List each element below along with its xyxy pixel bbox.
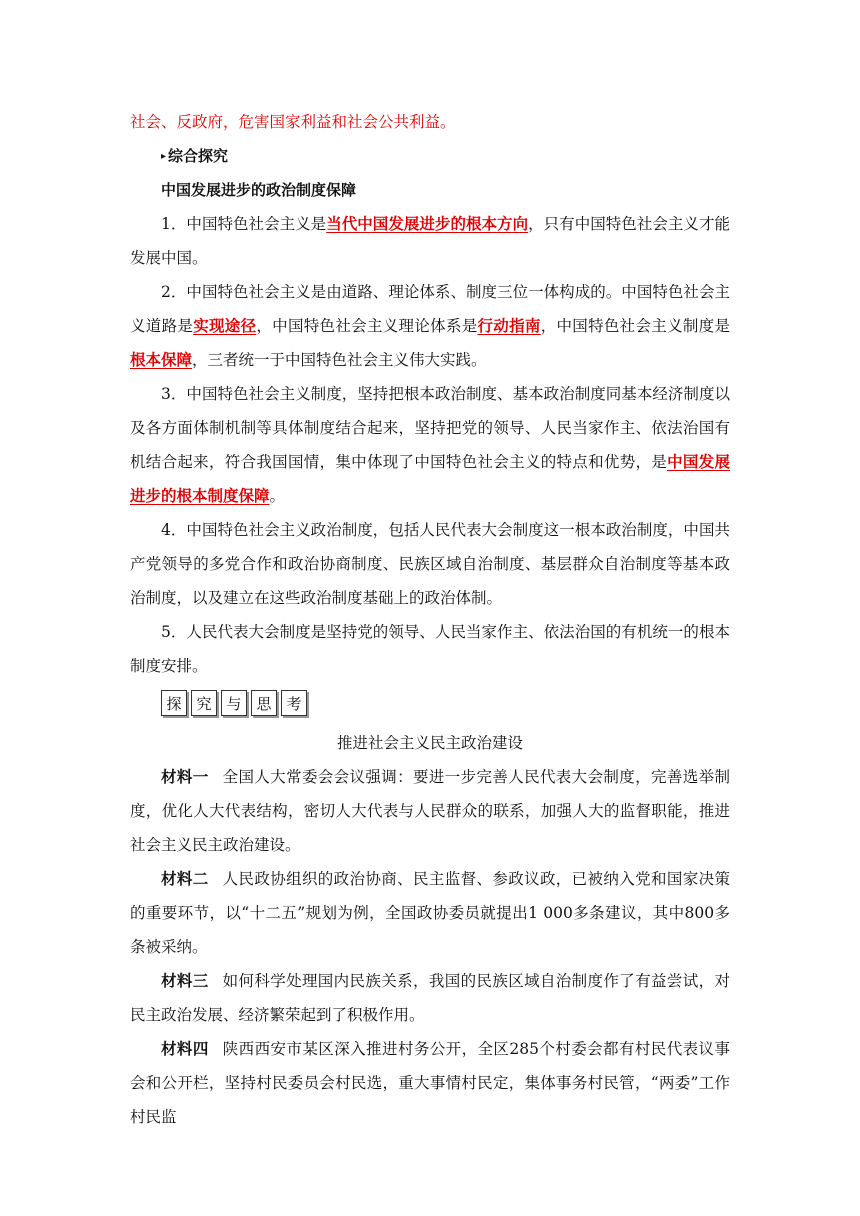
material-item xyxy=(130,760,730,862)
material-text: 人民政协组织的政治协商、民主监督、参政议政，已被纳入党和国家决策的重要环节，以“十二五”规划为例，全国政协委员就提出1 000多条建议，其中800多条被采纳。 xyxy=(130,870,730,956)
point-2-key-phrase-1: 实现途径 xyxy=(193,316,257,335)
boxed-char: 考 xyxy=(281,690,307,716)
material-text: 如何科学处理国内民族关系，我国的民族区域自治制度作了有益尝试，对民主政治发展、经济繁荣起到了积极作用。 xyxy=(130,972,730,1024)
point-list xyxy=(130,207,730,683)
point-3-text-b: 。 xyxy=(269,487,286,505)
subtitle: 中国发展进步的政治制度保障 xyxy=(161,181,357,199)
boxed-char: 究 xyxy=(191,690,217,716)
point-2 xyxy=(130,275,730,377)
material-label: 材料三 xyxy=(161,972,209,990)
boxed-char: 与 xyxy=(221,690,247,716)
point-2-key-phrase-2: 行动指南 xyxy=(477,316,541,335)
point-1 xyxy=(130,207,730,275)
material-text: 陕西西安市某区深入推进村务公开，全区285个村委会都有村民代表议事会和公开栏，坚持村民委员会村民选，重大事情村民定，集体事务村民管，“两委”工作村民监 xyxy=(130,1040,730,1126)
material-text: 全国人大常委会会议强调：要进一步完善人民代表大会制度，完善选举制度，优化人大代表结构，密切人大代表与人民群众的联系，加强人大的监督职能，推进社会主义民主政治建设。 xyxy=(130,768,730,854)
material-item xyxy=(130,964,730,1032)
material-label: 材料二 xyxy=(161,870,209,888)
center-title-block xyxy=(130,726,730,760)
point-4: 4．中国特色社会主义政治制度，包括人民代表大会制度这一根本政治制度，中国共产党领导的多党合作和政治协商制度、民族区域自治制度、基层群众自治制度等基本政治制度，以及建立在这些政治制度基础上的政治体制。 xyxy=(130,521,730,607)
material-label: 材料一 xyxy=(161,768,209,786)
materials-list xyxy=(130,760,730,1134)
boxed-char: 探 xyxy=(161,690,187,716)
point-5: 5．人民代表大会制度是坚持党的领导、人民当家作主、依法治国的有机统一的根本制度安排。 xyxy=(130,623,730,675)
top-line-text: 社会、反政府，危害国家利益和社会公共利益。 xyxy=(130,113,456,131)
boxed-char: 思 xyxy=(251,690,277,716)
boxed-title xyxy=(130,690,761,716)
continuation-line xyxy=(130,105,730,139)
point-2-text-d: ，三者统一于中国特色社会主义伟大实践。 xyxy=(192,351,487,369)
triangle-marker-icon: ▸ xyxy=(161,151,167,162)
point-3-text-a: 3．中国特色社会主义制度，坚持把根本政治制度、基本政治制度同基本经济制度以及各方面体制机制等具体制度结合起来，坚持把党的领导、人民当家作主、依法治国有机结合起来，符合我国国情，集中体现了中国特色社会主义的特点和优势，是 xyxy=(130,385,730,471)
material-label: 材料四 xyxy=(161,1040,209,1058)
material-item xyxy=(130,862,730,964)
center-title: 推进社会主义民主政治建设 xyxy=(336,734,523,752)
section-heading xyxy=(130,139,730,174)
point-2-key-phrase-3: 根本保障 xyxy=(130,350,193,369)
subtitle-block xyxy=(130,173,730,207)
point-2-text-b: ，中国特色社会主义理论体系是 xyxy=(256,317,478,335)
point-3 xyxy=(130,377,730,513)
point-1-text-a: 1．中国特色社会主义是 xyxy=(161,215,327,233)
material-item xyxy=(130,1032,730,1134)
point-3-key-phrase: 中国发展进步的根本制度保障 xyxy=(130,452,730,505)
point-2-text-a: 2．中国特色社会主义是由道路、理论体系、制度三位一体构成的。中国特色社会主义道路是 xyxy=(130,283,730,335)
point-2-text-c: ，中国特色社会主义制度是 xyxy=(540,317,730,335)
section-title: 综合探究 xyxy=(168,147,229,165)
point-1-key-phrase: 当代中国发展进步的根本方向 xyxy=(326,214,529,233)
point-1-text-b: ，只有中国特色社会主义才能发展中国。 xyxy=(130,215,730,267)
